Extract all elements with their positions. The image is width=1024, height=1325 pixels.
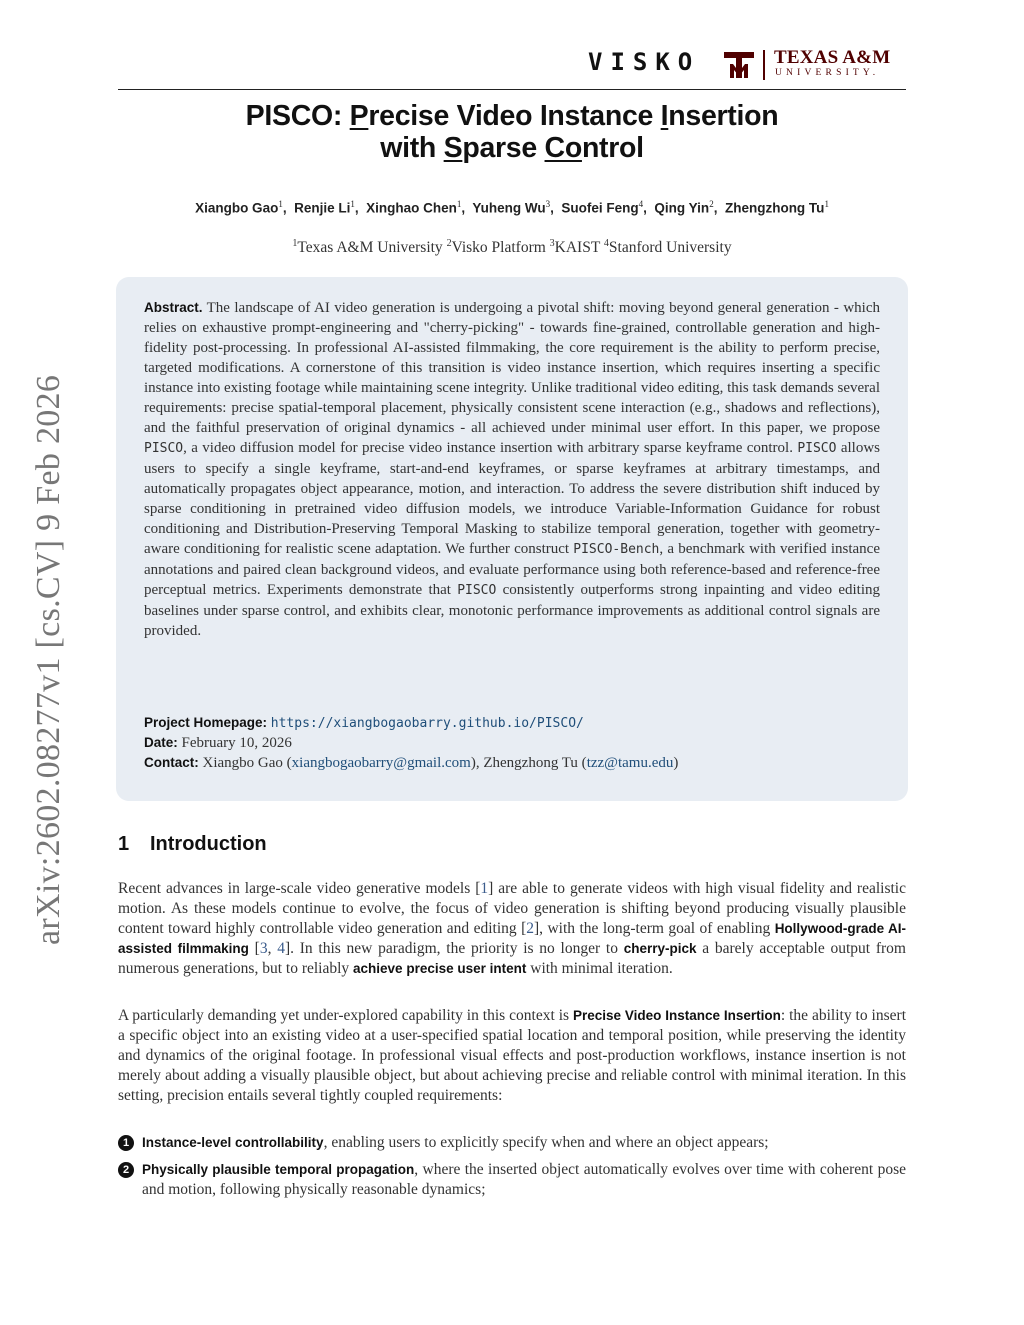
page-header [118, 44, 906, 90]
affiliations: $^1$Texas A&M University $^2$Visko Platform $^3$KAIST $^4$Stanford University [292, 238, 732, 257]
abstract-box [116, 277, 908, 801]
email-link[interactable]: tzz@tamu.edu [586, 755, 674, 771]
homepage-link[interactable]: https://xiangbogaobarry.github.io/PISCO/ [270, 716, 584, 731]
intro-paragraph-2: A particularly demanding yet under-explored capability in this context is Precise Video Instance Insertion: the ability to insert a specific object into an existing video at a user-specified spatial location and temporal position, while preserving the identity and dynamics of the original footage. In professional visual effects and post-production workflows, instance insertion is not merely about adding a visually plausible object, but about achieving precise and reliable control with minimal iteration. In this setting, precision entails several tightly coupled requirements: [118, 1007, 906, 1104]
author: Xiangbo Gao [195, 200, 279, 216]
email-link[interactable]: xiangbogaobarry@gmail.com [291, 755, 471, 771]
author-list: Xiangbo Gao$^1$, Renjie Li$^1$, Xinghao Chen$^1$, Yuheng Wu$^3$, Suofei Feng$^4$, Qing Yin$^2$, Zhengzhong Tu$^1$ [195, 199, 829, 216]
number-bullet-icon: 1 [118, 1135, 134, 1151]
paper-title: PISCO: Precise Video Instance Insertion with Sparse Control [245, 100, 779, 164]
author: Zhengzhong Tu [724, 200, 825, 216]
section-heading: 1 Introduction [118, 833, 267, 855]
citation-link[interactable]: 4 [277, 940, 285, 957]
author: Suofei Feng [561, 200, 639, 216]
abstract-text: Abstract. The landscape of AI video generation is undergoing a pivotal shift: moving beyond general generation - which relies on exhaustive prompt-engineering and "cherry-picking" - towards fine-grained, controllable generation and high-fidelity post-processing. In professional AI-assisted filmmaking, the core requirement is the ability to perform precise, targeted modifications. A cornerstone of this transition is video instance insertion, which requires inserting a specific instance into existing footage while maintaining scene integrity. Unlike traditional video editing, this task demands several requirements: precise spatial-temporal placement, physically consistent scene interaction (e.g., shadows and reflections), and the faithful preservation of original dynamics - all achieved under minimal user effort. In this paper, we propose PISCO, a video diffusion model for precise video instance insertion with arbitrary sparse keyframe control. PISCO allows users to specify a single keyframe, start-and-end keyframes, or sparse keyframes at arbitrary timestamps, and automatically propagates object appearance, motion, and interaction. To address the severe distribution shift induced by sparse conditioning in pretrained video diffusion models, we introduce Variable-Information Guidance for robust conditioning and Distribution-Preserving Temporal Masking to stabilize temporal generation, together with geometry-aware conditioning for realistic scene adaptation. We further construct PISCO-Bench, a benchmark with verified instance annotations and paired clean background videos, and evaluate performance using both reference-based and reference-free perceptual metrics. Experiments demonstrate that PISCO consistently outperforms strong inpainting and video editing baselines under sparse control, and exhibits clear, monotonic performance improvements as additional control signals are provided. [144, 300, 880, 639]
arxiv-identifier: arXiv:2602.08277v1 [cs.CV] 9 Feb 2026 [30, 374, 67, 945]
author: Yuheng Wu [472, 200, 546, 216]
contact-line: Contact: Xiangbo Gao (xiangbogaobarry@gmail.com), Zhengzhong Tu (tzz@tamu.edu) [144, 755, 679, 771]
author: Renjie Li [294, 200, 351, 216]
project-homepage: Project Homepage: https://xiangbogaobarry.github.io/PISCO/ [144, 715, 584, 731]
intro-paragraph-1: Recent advances in large-scale video generative models [1] are able to generate videos with high visual fidelity and realistic motion. As these models continue to evolve, the focus of video generation is shifting beyond producing visually plausible content toward highly controllable video generation and editing [2], with the long-term goal of enabling Hollywood-grade AI-assisted filmmaking [3, 4]. In this new paradigm, the priority is no longer to cherry-pick a barely acceptable output from numerous generations, but to reliably achieve precise user intent with minimal iteration. [118, 880, 906, 977]
author: Xinghao Chen [366, 200, 457, 216]
logo-divider [763, 50, 765, 80]
date-line: Date: February 10, 2026 [144, 735, 292, 751]
abstract-label: Abstract. [144, 300, 203, 315]
number-bullet-icon: 2 [118, 1162, 134, 1178]
tamu-name: TEXAS A&M [774, 47, 891, 68]
citation-link[interactable]: 1 [480, 880, 489, 897]
tamu-logo-icon [722, 50, 756, 80]
citation-link[interactable]: 2 [526, 920, 534, 937]
visko-logo: VISKO [588, 48, 701, 76]
citation-link[interactable]: 3 [259, 940, 268, 957]
author: Qing Yin [654, 200, 710, 216]
tamu-university: UNIVERSITY. [775, 68, 880, 78]
